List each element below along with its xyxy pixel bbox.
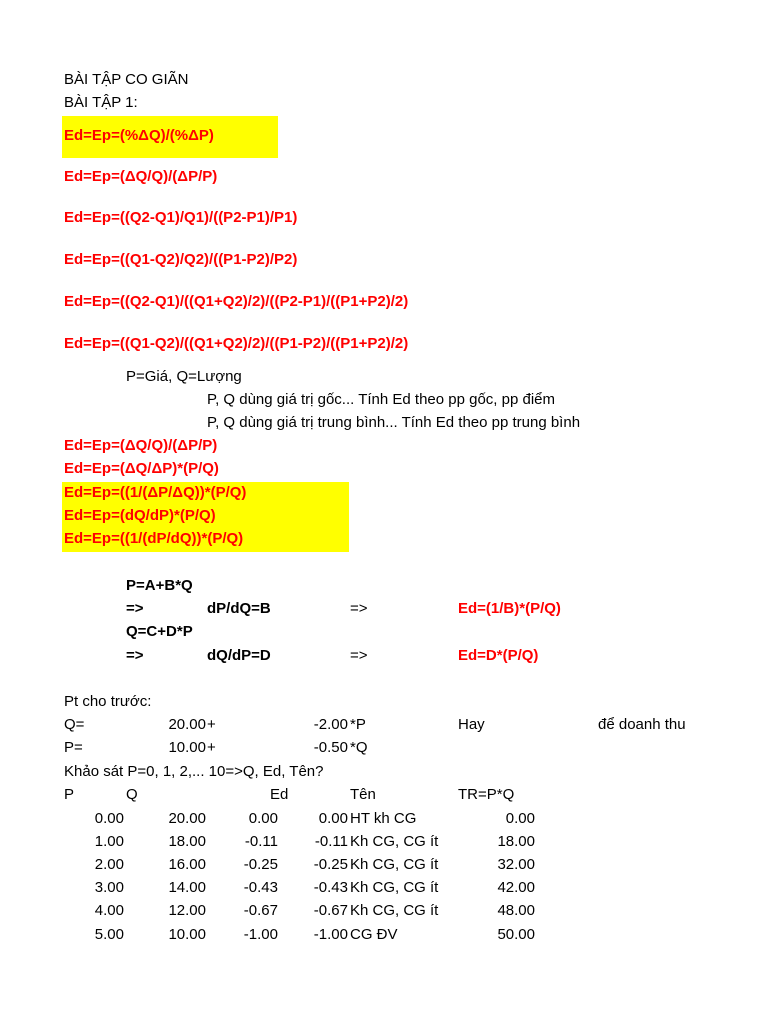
equation-p: P=A+B*Q <box>126 577 193 594</box>
formula-7: Ed=Ep=(ΔQ/Q)/(ΔP/P) <box>64 437 218 454</box>
arrow-4: => <box>350 647 368 664</box>
header-ten: Tên <box>350 786 376 803</box>
p-coefficient: -0.50 <box>313 739 348 756</box>
cell-p: 5.00 <box>94 926 124 943</box>
cell-ten: Kh CG, CG ít <box>350 902 439 919</box>
cell-ed: -0.11 <box>244 833 278 850</box>
formula-4: Ed=Ep=((Q1-Q2)/Q2)/((P1-P2)/P2) <box>64 251 298 268</box>
formula-8: Ed=Ep=(ΔQ/ΔP)*(P/Q) <box>64 460 219 477</box>
cell-ed-value: -0.25 <box>313 856 348 873</box>
cell-ten: CG ĐV <box>350 926 398 943</box>
cell-p: 2.00 <box>94 856 124 873</box>
cell-q: 14.00 <box>168 879 206 896</box>
plus-2: + <box>207 739 216 756</box>
p-constant: 10.00 <box>168 739 206 756</box>
arrow-1: => <box>126 600 144 617</box>
formula-10: Ed=Ep=(dQ/dP)*(P/Q) <box>64 507 216 524</box>
cell-ed-value: -0.67 <box>313 902 348 919</box>
plus-1: + <box>207 716 216 733</box>
formula-6: Ed=Ep=((Q1-Q2)/((Q1+Q2)/2)/((P1-P2)/((P1+P2)/2) <box>64 335 409 352</box>
derivative-1: dP/dQ=B <box>207 600 271 617</box>
cell-ed-value: -0.11 <box>314 833 348 850</box>
arrow-3: => <box>126 647 144 664</box>
header-ed: Ed <box>270 786 289 803</box>
q-coefficient: -2.00 <box>313 716 348 733</box>
equation-q: Q=C+D*P <box>126 623 193 640</box>
cell-p: 1.00 <box>94 833 124 850</box>
cell-ed: 0.00 <box>248 810 278 827</box>
formula-3: Ed=Ep=((Q2-Q1)/Q1)/((P2-P1)/P1) <box>64 209 298 226</box>
p-label: P= <box>64 739 83 756</box>
cell-tr: 18.00 <box>497 833 535 850</box>
note-original: P, Q dùng giá trị gốc... Tính Ed theo pp gốc, pp điểm <box>207 391 556 408</box>
cell-q: 20.00 <box>168 810 206 827</box>
cell-ed: -0.25 <box>243 856 278 873</box>
arrow-2: => <box>350 600 368 617</box>
exercise-label: BÀI TẬP 1: <box>64 94 138 111</box>
cell-tr: 32.00 <box>497 856 535 873</box>
cell-tr: 42.00 <box>497 879 535 896</box>
q-variable: *P <box>350 716 366 733</box>
revenue-note: để doanh thu <box>598 716 686 733</box>
cell-q: 12.00 <box>168 902 206 919</box>
page-title: BÀI TẬP CO GIÃN <box>64 71 189 88</box>
derivative-2: dQ/dP=D <box>207 647 271 664</box>
q-label: Q= <box>64 716 85 733</box>
result-2: Ed=D*(P/Q) <box>458 647 539 664</box>
cell-ten: HT kh CG <box>350 810 417 827</box>
cell-ed: -0.43 <box>243 879 278 896</box>
cell-p: 3.00 <box>94 879 124 896</box>
result-1: Ed=(1/B)*(P/Q) <box>458 600 561 617</box>
formula-5: Ed=Ep=((Q2-Q1)/((Q1+Q2)/2)/((P2-P1)/((P1+P2)/2) <box>64 293 409 310</box>
formula-1: Ed=Ep=(%ΔQ)/(%ΔP) <box>64 127 214 144</box>
given-label: Pt cho trước: <box>64 693 152 710</box>
p-variable: *Q <box>350 739 368 756</box>
cell-p: 0.00 <box>94 810 124 827</box>
cell-ed-value: -1.00 <box>313 926 348 943</box>
header-q: Q <box>126 786 138 803</box>
cell-q: 18.00 <box>168 833 206 850</box>
cell-tr: 50.00 <box>497 926 535 943</box>
formula-2: Ed=Ep=(ΔQ/Q)/(ΔP/P) <box>64 168 218 185</box>
formula-11: Ed=Ep=((1/(dP/dQ))*(P/Q) <box>64 530 244 547</box>
cell-ten: Kh CG, CG ít <box>350 833 439 850</box>
note-average: P, Q dùng giá trị trung bình... Tính Ed theo pp trung bình <box>207 414 581 431</box>
header-p: P <box>64 786 75 803</box>
definition-note: P=Giá, Q=Lượng <box>126 368 242 385</box>
cell-ed: -0.67 <box>243 902 278 919</box>
cell-q: 10.00 <box>168 926 206 943</box>
cell-tr: 48.00 <box>497 902 535 919</box>
header-tr: TR=P*Q <box>458 786 515 803</box>
hay-label: Hay <box>458 716 485 733</box>
cell-ten: Kh CG, CG ít <box>350 856 439 873</box>
survey-prompt: Khảo sát P=0, 1, 2,... 10=>Q, Ed, Tên? <box>64 763 324 780</box>
cell-q: 16.00 <box>168 856 206 873</box>
cell-tr: 0.00 <box>505 810 535 827</box>
q-constant: 20.00 <box>168 716 206 733</box>
cell-ed-value: 0.00 <box>318 810 348 827</box>
cell-ten: Kh CG, CG ít <box>350 879 439 896</box>
cell-ed: -1.00 <box>243 926 278 943</box>
cell-ed-value: -0.43 <box>313 879 348 896</box>
cell-p: 4.00 <box>94 902 124 919</box>
formula-9: Ed=Ep=((1/(ΔP/ΔQ))*(P/Q) <box>64 484 247 501</box>
